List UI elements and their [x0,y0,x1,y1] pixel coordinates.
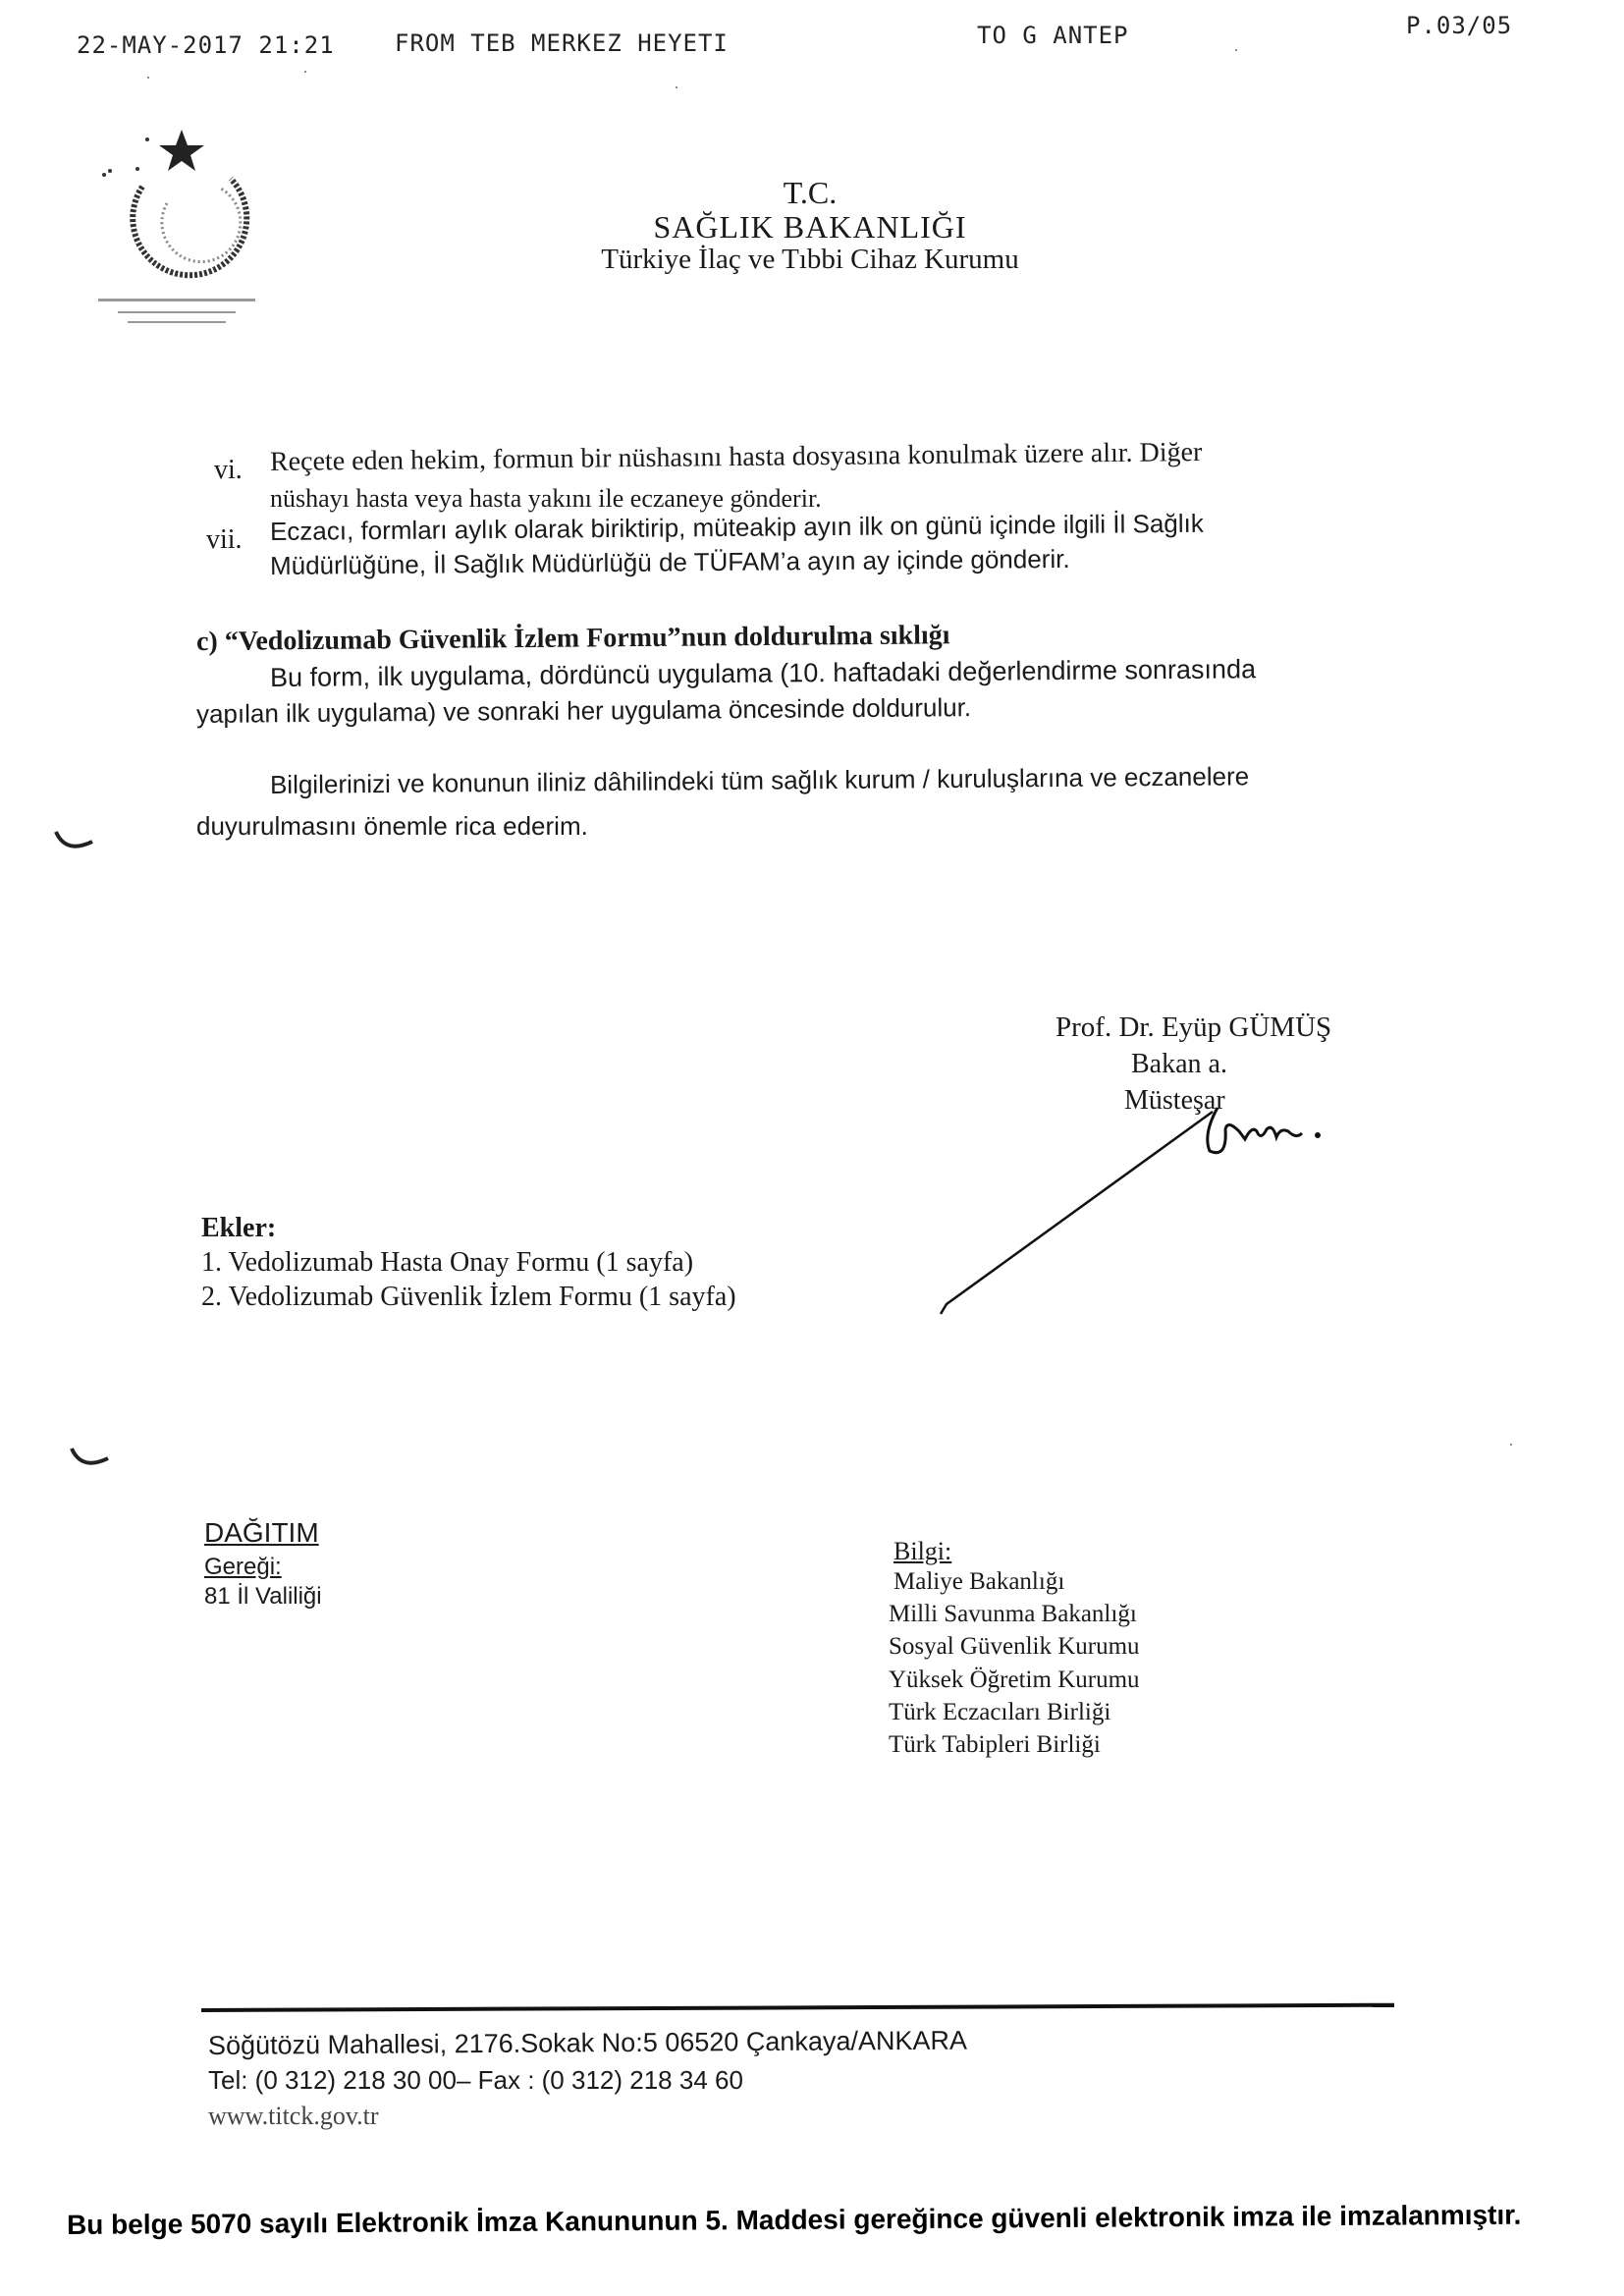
item-vii-number: vii. [206,524,243,555]
letterhead-agency: Türkiye İlaç ve Tıbbi Cihaz Kurumu [601,244,1019,275]
gerekli-label: Gereği: [204,1554,282,1580]
handwritten-signature-icon [933,1090,1384,1326]
item-vii-line2: Müdürlüğüne, İl Sağlık Müdürlüğü de TÜFAM’a ayın ay içinde gönderir. [269,543,1070,580]
scan-speck [147,77,149,79]
scan-speck [676,86,677,88]
section-c-line2: yapılan ilk uygulama) ve sonraki her uygulama öncesinde doldurulur. [195,692,972,729]
fax-from: FROM TEB MERKEZ HEYETI [395,29,729,57]
footer-rule [201,2003,1394,2012]
footer-website: www.titck.gov.tr [208,2102,379,2130]
section-c-heading: c) “Vedolizumab Güvenlik İzlem Formu”nun doldurulma sıklığı [195,620,950,657]
bilgi-item: Yüksek Öğretim Kurumu [889,1667,1140,1693]
ministry-emblem-icon [98,110,295,365]
item-vi-line1: Reçete eden hekim, formun bir nüshasını hasta dosyasına konulmak üzere alır. Diğer [269,437,1203,477]
binding-mark-icon [51,827,100,856]
fax-to: TO G ANTEP [977,22,1129,49]
scan-speck [1235,49,1237,51]
letterhead-ministry: SAĞLIK BAKANLIĞI [653,209,967,245]
closing-line2: duyurulmasını önemle rica ederim. [196,811,588,841]
scan-speck [1510,1444,1512,1446]
bilgi-item: Türk Eczacıları Birliği [889,1699,1111,1725]
gerekli-item: 81 İl Valiliği [204,1583,322,1610]
section-c-line1: Bu form, ilk uygulama, dördüncü uygulama (10. haftadaki değerlendirme sonrasında [269,654,1257,692]
fax-page: P.03/05 [1406,12,1513,39]
esign-notice: Bu belge 5070 sayılı Elektronik İmza Kanununun 5. Maddesi gereğince güvenli elektronik imza ile imzalanmıştır. [66,2199,1522,2240]
item-vii-line1: Eczacı, formları aylık olarak biriktirip, müteakip ayın ilk on günü içinde ilgili İl Sağlık [269,508,1204,546]
binding-mark-icon [67,1444,116,1473]
bilgi-item: Sosyal Güvenlik Kurumu [889,1633,1140,1660]
scan-speck [304,71,306,73]
bilgi-item: Milli Savunma Bakanlığı [889,1601,1137,1627]
closing-line1: Bilgilerinizi ve konunun iliniz dâhilindeki tüm sağlık kurum / kuruluşlarına ve eczanelere [269,761,1250,799]
footer-address: Söğütözü Mahallesi, 2176.Sokak No:5 06520 Çankaya/ANKARA [207,2025,968,2060]
item-vi-line2: nüshayı hasta veya hasta yakını ile eczaneye gönderir. [270,484,822,513]
footer-phone: Tel: (0 312) 218 30 00– Fax : (0 312) 218 34 60 [208,2065,743,2095]
item-vi-number: vi. [214,455,243,485]
signatory-title2: Müsteşar [1124,1085,1225,1116]
distribution-label: DAĞITIM [204,1517,319,1548]
signatory-name: Prof. Dr. Eyüp GÜMÜŞ [1056,1011,1332,1043]
bilgi-label: Bilgi: [893,1537,952,1565]
attachment-item: 2. Vedolizumab Güvenlik İzlem Formu (1 sayfa) [201,1282,736,1312]
attachment-item: 1. Vedolizumab Hasta Onay Formu (1 sayfa) [201,1247,694,1278]
fax-datetime: 22-MAY-2017 21:21 [77,31,335,59]
bilgi-item: Türk Tabipleri Birliği [889,1731,1101,1758]
letterhead-tc: T.C. [783,175,838,210]
attachments-label: Ekler: [201,1213,277,1243]
signatory-title1: Bakan a. [1131,1049,1227,1079]
bilgi-item: Maliye Bakanlığı [893,1568,1065,1595]
